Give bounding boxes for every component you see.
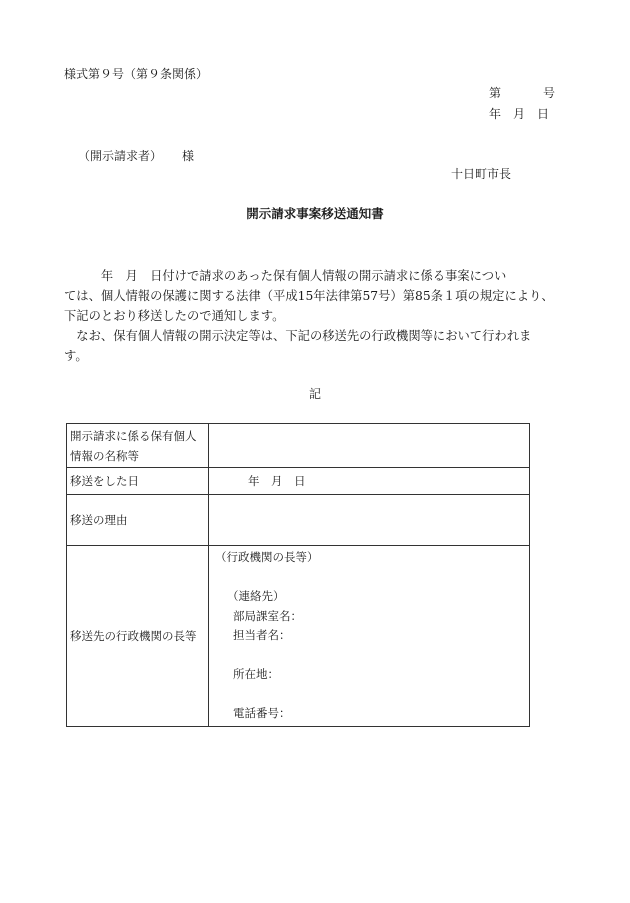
destination-phone: 電話番号：	[233, 706, 291, 720]
document-title: 開示請求事案移送通知書	[246, 206, 384, 221]
row-label-transfer-reason: 移送の理由	[67, 495, 209, 546]
info-table	[66, 423, 530, 727]
transfer-date-text: 年 月 日	[248, 474, 306, 488]
destination-contact: （連絡先）	[227, 589, 285, 603]
transfer-reason-value	[209, 495, 530, 546]
body-line: 年 月 日付けで請求のあった保有個人情報の開示請求に係る事案につい	[64, 269, 507, 283]
table-row	[67, 546, 530, 727]
document-number-suffix: 号	[543, 86, 556, 100]
row-label-info-name: 開示請求に係る保有個人情報の名称等	[67, 424, 209, 468]
body-line: なお、保有個人情報の開示決定等は、下記の移送先の行政機関等において行われま	[64, 329, 532, 343]
body-line: す。	[64, 349, 88, 363]
form-number: 様式第９号（第９条関係）	[64, 67, 209, 81]
destination-value	[209, 546, 530, 727]
table-row	[67, 424, 530, 468]
destination-head: （行政機関の長等）	[215, 550, 319, 564]
body-line: 下記のとおり移送したので通知します。	[64, 309, 285, 323]
transfer-date-value	[209, 468, 530, 495]
table-row	[67, 495, 530, 546]
destination-dept: 部局課室名：	[233, 608, 302, 623]
document-date: 年 月 日	[489, 107, 550, 121]
sender: 十日町市長	[451, 167, 512, 181]
row-label-destination: 移送先の行政機関の長等	[67, 546, 209, 727]
addressee-honorific: 様	[182, 149, 195, 163]
document-number-prefix: 第	[489, 86, 502, 100]
info-name-value	[209, 424, 530, 468]
table-row	[67, 468, 530, 495]
row-label-transfer-date: 移送をした日	[67, 468, 209, 495]
ki-heading: 記	[308, 387, 321, 401]
addressee	[78, 149, 194, 163]
addressee-label: （開示請求者）	[78, 149, 163, 163]
body-text	[64, 266, 584, 366]
body-line: ては、個人情報の保護に関する法律（平成15年法律第57号）第85条１項の規定により、	[64, 289, 554, 303]
destination-person: 担当者名：	[233, 628, 291, 642]
destination-address: 所在地：	[233, 667, 279, 681]
